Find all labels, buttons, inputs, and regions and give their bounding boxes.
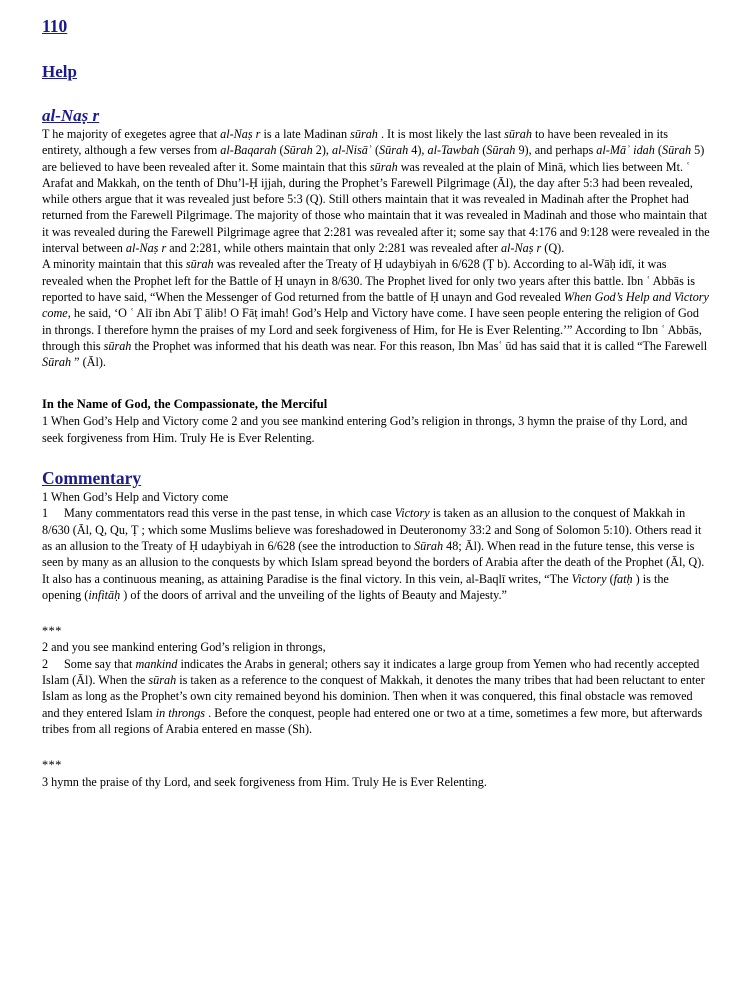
surah-title-wrap xyxy=(42,107,710,126)
intro-p1-seg-13: was revealed at the plain of Minā, which lies between Mt. ʿ Arafat and Makkah, on the tenth of Dhu’l-Ḥ ijjah, during the Prophet’s Farewell Pilgrimage (Āl), the day after 5:3 had been revealed, while others argue that it was revealed just before 5:3 (Q). Still others maintain that it was revealed in Madinah after the Prophet had returned from the Farewell Pilgrimage. The majority of those who maintain that it was revealed in Madinah and those who maintain that it was revealed during the Farewell Pilgrimage agree that 2:281 was revealed after it; some say that 4:176 and 9:128 were revealed in the interval between xyxy=(42,159,710,256)
intro-p2-italic-4: Sūrah xyxy=(42,355,72,370)
surah-verses: 1 When God’s Help and Victory come 2 and you see mankind entering God’s religion in throngs, 3 hymn the praise of thy Lord, and seek forgiveness from Him. Truly He is Ever Relenting. xyxy=(42,414,688,445)
basmalah-heading: In the Name of God, the Compassionate, the Merciful xyxy=(42,397,328,412)
intro-p1-seg-4: to have been revealed in its entirety, although a few verses from xyxy=(42,127,668,158)
intro-p1-seg-6: 2), xyxy=(312,143,332,158)
intro-p1-seg-11: ( xyxy=(654,143,662,158)
commentary-note-2 xyxy=(42,656,710,737)
intro-p2-seg-2: was revealed after the Treaty of Ḥ udaybiyah in 6/628 (Ṭ b). According to al-Wāḥ idī, it was revealed when the Prophet left for the Battle of Ḥ unayn in 8/630. The Prophet lived for only two years after this battle. Ibn ʿ Abbās is reported to have said, “When the Messenger of God returned from the battle of Ḥ unayn and God revealed xyxy=(42,257,695,304)
note2-italic-3: in throngs xyxy=(155,705,206,720)
intro-p1-seg-5: ( xyxy=(276,143,284,158)
intro-p1-seg-8: 4), xyxy=(408,143,428,158)
commentary-verse-1-lemma: 1 When God’s Help and Victory come xyxy=(42,490,229,505)
note2-seg-3: is taken as a reference to the conquest of Makkah, it denotes the many tribes that had been reluctant to enter Islam as long as the Prophet’s own city remained beyond his dominion. Then when it was conquered, this final obstacle was removed and they entered Islam xyxy=(42,673,705,720)
commentary-note-2-number: 2 xyxy=(42,656,49,671)
commentary-title-wrap xyxy=(42,470,710,489)
separator-1: *** xyxy=(42,624,62,639)
intro-p1-italic-2: sūrah xyxy=(350,127,378,141)
intro-p1-italic-4: al-Baqarah xyxy=(220,143,277,158)
surah-title: al-Naṣ r xyxy=(42,106,100,125)
note1-seg-4: ( xyxy=(606,571,614,586)
note1-seg-3: 48; Āl). When read in the future tense, this verse is seen by many as an allusion to the conquests by which Islam spread beyond the borders of Arabia after the death of the Prophet (Āl, Q). It also has a continuous meaning, as attaining Paradise is the final victory. In this vein, al-Baqlī writes, “The xyxy=(42,538,705,586)
page-number-heading-wrap xyxy=(42,18,710,37)
intro-p1-italic-14: al-Naṣ r xyxy=(500,241,542,256)
intro-p1-seg-15: (Q). xyxy=(541,241,565,256)
note1-seg-2: is taken as an allusion to the conquest of Makkah in 8/630 (Āl, Q, Qu, Ṭ ; which some Muslims believe was foreshadowed in Deuteronomy 33:2 and Song of Solomon 5:10). Others read it as an allusion to the Treaty of Ḥ udaybiyah in 6/628 (see the introduction to xyxy=(42,506,702,553)
commentary-title: Commentary xyxy=(42,468,142,489)
page-number: 110 xyxy=(42,16,68,36)
intro-p1-italic-13: al-Naṣ r xyxy=(125,241,167,256)
intro-p1-italic-5: Sūrah xyxy=(283,143,313,158)
note1-italic-3: Victory xyxy=(571,571,607,586)
intro-p2-seg-4: the Prophet was informed that his death was near. For this reason, Ibn Masʿ ūd has said that it is called “The Farewell xyxy=(131,338,708,353)
intro-p1-italic-6: al-Nisāʾ xyxy=(331,143,372,158)
intro-p1-italic-12: sūrah xyxy=(369,159,398,174)
intro-p1-seg-9: ( xyxy=(479,143,487,158)
section-title-help: Help xyxy=(42,62,77,81)
intro-p2-italic-2: When God’s Help and Victory come, xyxy=(42,289,709,321)
note1-seg-6: ) of the doors of arrival and the unveiling of the lights of Beauty and Majesty.” xyxy=(120,587,507,602)
intro-paragraph-1 xyxy=(42,126,710,256)
section-title-help-wrap xyxy=(42,63,710,82)
intro-p1-italic-11: Sūrah xyxy=(661,143,692,158)
page-content xyxy=(42,0,710,790)
intro-p1-italic-3: sūrah xyxy=(504,127,532,141)
note1-italic-5: infitāḥ xyxy=(88,587,121,602)
intro-p1-italic-10: al-Māʾ idah xyxy=(596,143,655,158)
intro-p2-italic-1: sūrah xyxy=(185,257,214,272)
note1-seg-5: ) is the opening ( xyxy=(42,571,669,602)
commentary-verse-2-lemma: 2 and you see mankind entering God’s religion in throngs, xyxy=(42,640,326,655)
note1-italic-1: Victory xyxy=(394,506,430,521)
note1-seg-1: Many commentators read this verse in the past tense, in which case xyxy=(64,506,395,521)
intro-p1-seg-7: ( xyxy=(371,143,380,158)
note2-seg-2: indicates the Arabs in general; others say it indicates a large group from Yemen who had recently accepted Islam (Āl). When the xyxy=(42,656,700,688)
note1-italic-2: Sūrah xyxy=(414,538,444,553)
note2-seg-4: . Before the conquest, people had entered one or two at a time, sometimes a few more, but afterwards tribes from all regions of Arabia entered en masse (Sh). xyxy=(42,705,703,736)
intro-p1-seg-12: 5) are believed to have been revealed after it. Some maintain that this xyxy=(42,143,705,174)
intro-p1-seg-14: and 2:281, while others maintain that only 2:281 was revealed after xyxy=(166,241,501,256)
intro-p1-seg-3: . It is most likely the last xyxy=(377,127,505,141)
intro-p1-italic-1: al-Naṣ r xyxy=(220,127,261,141)
intro-p1-italic-8: al-Tawbah xyxy=(427,143,480,158)
note2-seg-1: Some say that xyxy=(64,656,136,671)
intro-p2-italic-3: sūrah xyxy=(103,338,132,353)
note2-italic-1: mankind xyxy=(135,656,178,671)
commentary-verse-3-lemma: 3 hymn the praise of thy Lord, and seek forgiveness from Him. Truly He is Ever Relenting. xyxy=(42,774,487,789)
note1-italic-4: fatḥ xyxy=(613,571,633,586)
intro-p2-seg-5: ” (Āl). xyxy=(71,355,106,370)
intro-p1-italic-7: Sūrah xyxy=(379,143,409,158)
basmalah-heading-wrap xyxy=(42,395,710,413)
intro-p1-seg-2: is a late Madinan xyxy=(260,127,351,141)
intro-paragraph-2 xyxy=(42,256,710,370)
intro-p1-seg-1: T he majority of exegetes agree that xyxy=(42,127,221,141)
commentary-note-1-number: 1 xyxy=(42,506,49,521)
separator-2: *** xyxy=(42,758,62,773)
intro-p2-seg-3: he said, ‘O ʿ Alī ibn Abī Ṭ ālib! O Fāṭ imah! God’s Help and Victory have come. I have seen people entering the religion of God in throngs. I therefore hymn the praises of my Lord and seek forgiveness of Him, for He is Ever Relenting.’” According to Ibn ʿ Abbās, through this xyxy=(42,306,702,353)
intro-p2-seg-1: A minority maintain that this xyxy=(42,257,186,272)
intro-p1-seg-10: 9), and perhaps xyxy=(515,143,597,158)
commentary-note-1 xyxy=(42,505,710,603)
note2-italic-2: sūrah xyxy=(148,673,177,688)
intro-p1-italic-9: Sūrah xyxy=(486,143,516,158)
